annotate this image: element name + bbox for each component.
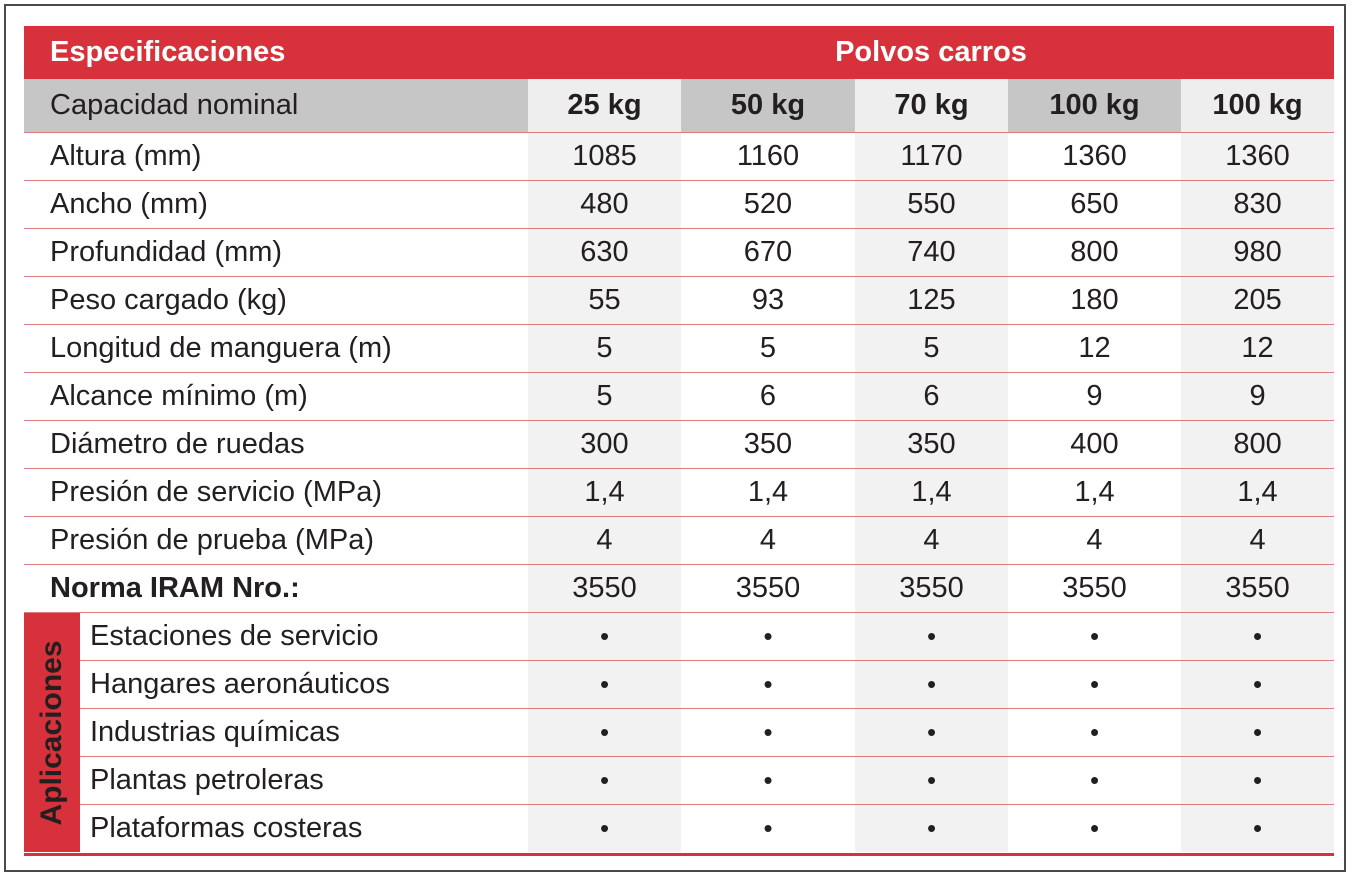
cell-value: 93 [681, 277, 855, 325]
cell-value: 180 [1008, 277, 1181, 325]
cell-value: 5 [528, 325, 681, 373]
row-label: Presión de prueba (MPa) [24, 517, 528, 565]
cell-value: 1,4 [681, 469, 855, 517]
capacity-row [24, 79, 1334, 133]
bullet-mark: • [528, 709, 681, 757]
row-label: Altura (mm) [24, 133, 528, 181]
cell-value: 1360 [1181, 133, 1334, 181]
bullet-mark: • [681, 757, 855, 805]
cell-value: 6 [855, 373, 1008, 421]
cell-value: 800 [1008, 229, 1181, 277]
cell-value: 6 [681, 373, 855, 421]
capacity-value: 70 kg [855, 79, 1008, 133]
table-row [24, 517, 1334, 565]
row-label: Diámetro de ruedas [24, 421, 528, 469]
bullet-mark: • [1181, 757, 1334, 805]
cell-value: 350 [681, 421, 855, 469]
header-row [24, 26, 1334, 79]
row-label: Norma IRAM Nro.: [24, 565, 528, 613]
cell-value: 5 [528, 373, 681, 421]
bullet-mark: • [855, 613, 1008, 661]
row-label: Ancho (mm) [24, 181, 528, 229]
bullet-mark: • [855, 757, 1008, 805]
table-row [24, 373, 1334, 421]
table-row [24, 181, 1334, 229]
cell-value: 4 [681, 517, 855, 565]
bullet-mark: • [1181, 613, 1334, 661]
bullet-mark: • [1008, 613, 1181, 661]
cell-value: 830 [1181, 181, 1334, 229]
bullet-mark: • [681, 709, 855, 757]
capacity-label: Capacidad nominal [24, 79, 528, 133]
cell-value: 5 [855, 325, 1008, 373]
cell-value: 5 [681, 325, 855, 373]
cell-value: 4 [1008, 517, 1181, 565]
bullet-mark: • [681, 805, 855, 853]
bullet-mark: • [1181, 661, 1334, 709]
cell-value: 1,4 [528, 469, 681, 517]
cell-value: 3550 [528, 565, 681, 613]
cell-value: 205 [1181, 277, 1334, 325]
cell-value: 1,4 [1008, 469, 1181, 517]
bullet-mark: • [528, 757, 681, 805]
cell-value: 3550 [855, 565, 1008, 613]
cell-value: 3550 [1181, 565, 1334, 613]
cell-value: 300 [528, 421, 681, 469]
capacity-value: 25 kg [528, 79, 681, 133]
header-polvos-carros: Polvos carros [528, 26, 1334, 79]
cell-value: 630 [528, 229, 681, 277]
table-row [24, 565, 1334, 613]
cell-value: 4 [855, 517, 1008, 565]
bullet-mark: • [681, 661, 855, 709]
table-row [24, 469, 1334, 517]
application-row [24, 709, 1334, 757]
cell-value: 400 [1008, 421, 1181, 469]
cell-value: 1085 [528, 133, 681, 181]
bullet-mark: • [855, 661, 1008, 709]
bullet-mark: • [1181, 805, 1334, 853]
bullet-mark: • [681, 613, 855, 661]
application-row [24, 805, 1334, 853]
capacity-value: 100 kg [1008, 79, 1181, 133]
cell-value: 4 [528, 517, 681, 565]
cell-value: 4 [1181, 517, 1334, 565]
bullet-mark: • [1008, 757, 1181, 805]
bullet-mark: • [528, 613, 681, 661]
table-row [24, 325, 1334, 373]
capacity-value: 50 kg [681, 79, 855, 133]
application-label: Plataformas costeras [80, 805, 528, 853]
bullet-mark: • [855, 805, 1008, 853]
header-specifications: Especificaciones [24, 26, 528, 79]
cell-value: 1170 [855, 133, 1008, 181]
cell-value: 12 [1181, 325, 1334, 373]
bullet-mark: • [855, 709, 1008, 757]
cell-value: 350 [855, 421, 1008, 469]
application-label: Estaciones de servicio [80, 613, 528, 661]
application-row [24, 757, 1334, 805]
bullet-mark: • [1008, 805, 1181, 853]
cell-value: 650 [1008, 181, 1181, 229]
application-row [24, 661, 1334, 709]
bullet-mark: • [1008, 709, 1181, 757]
cell-value: 3550 [1008, 565, 1181, 613]
bullet-mark: • [1008, 661, 1181, 709]
cell-value: 3550 [681, 565, 855, 613]
applications-label-text: Aplicaciones [35, 639, 68, 826]
cell-value: 1160 [681, 133, 855, 181]
cell-value: 55 [528, 277, 681, 325]
row-label: Longitud de manguera (m) [24, 325, 528, 373]
cell-value: 800 [1181, 421, 1334, 469]
application-row [24, 613, 1334, 661]
cell-value: 1,4 [1181, 469, 1334, 517]
capacity-value: 100 kg [1181, 79, 1334, 133]
cell-value: 550 [855, 181, 1008, 229]
application-label: Industrias químicas [80, 709, 528, 757]
table-row [24, 277, 1334, 325]
cell-value: 1360 [1008, 133, 1181, 181]
row-label: Profundidad (mm) [24, 229, 528, 277]
cell-value: 740 [855, 229, 1008, 277]
cell-value: 1,4 [855, 469, 1008, 517]
cell-value: 125 [855, 277, 1008, 325]
application-label: Hangares aeronáuticos [80, 661, 528, 709]
cell-value: 12 [1008, 325, 1181, 373]
cell-value: 520 [681, 181, 855, 229]
row-label: Alcance mínimo (m) [24, 373, 528, 421]
cell-value: 9 [1008, 373, 1181, 421]
table-row [24, 229, 1334, 277]
table-row [24, 421, 1334, 469]
bullet-mark: • [1181, 709, 1334, 757]
row-label: Presión de servicio (MPa) [24, 469, 528, 517]
bottom-rule [24, 853, 1334, 856]
specifications-table [24, 26, 1334, 852]
row-label: Peso cargado (kg) [24, 277, 528, 325]
application-label: Plantas petroleras [80, 757, 528, 805]
cell-value: 480 [528, 181, 681, 229]
applications-side-label [24, 613, 80, 853]
bullet-mark: • [528, 661, 681, 709]
cell-value: 980 [1181, 229, 1334, 277]
table-row [24, 133, 1334, 181]
bullet-mark: • [528, 805, 681, 853]
cell-value: 9 [1181, 373, 1334, 421]
cell-value: 670 [681, 229, 855, 277]
